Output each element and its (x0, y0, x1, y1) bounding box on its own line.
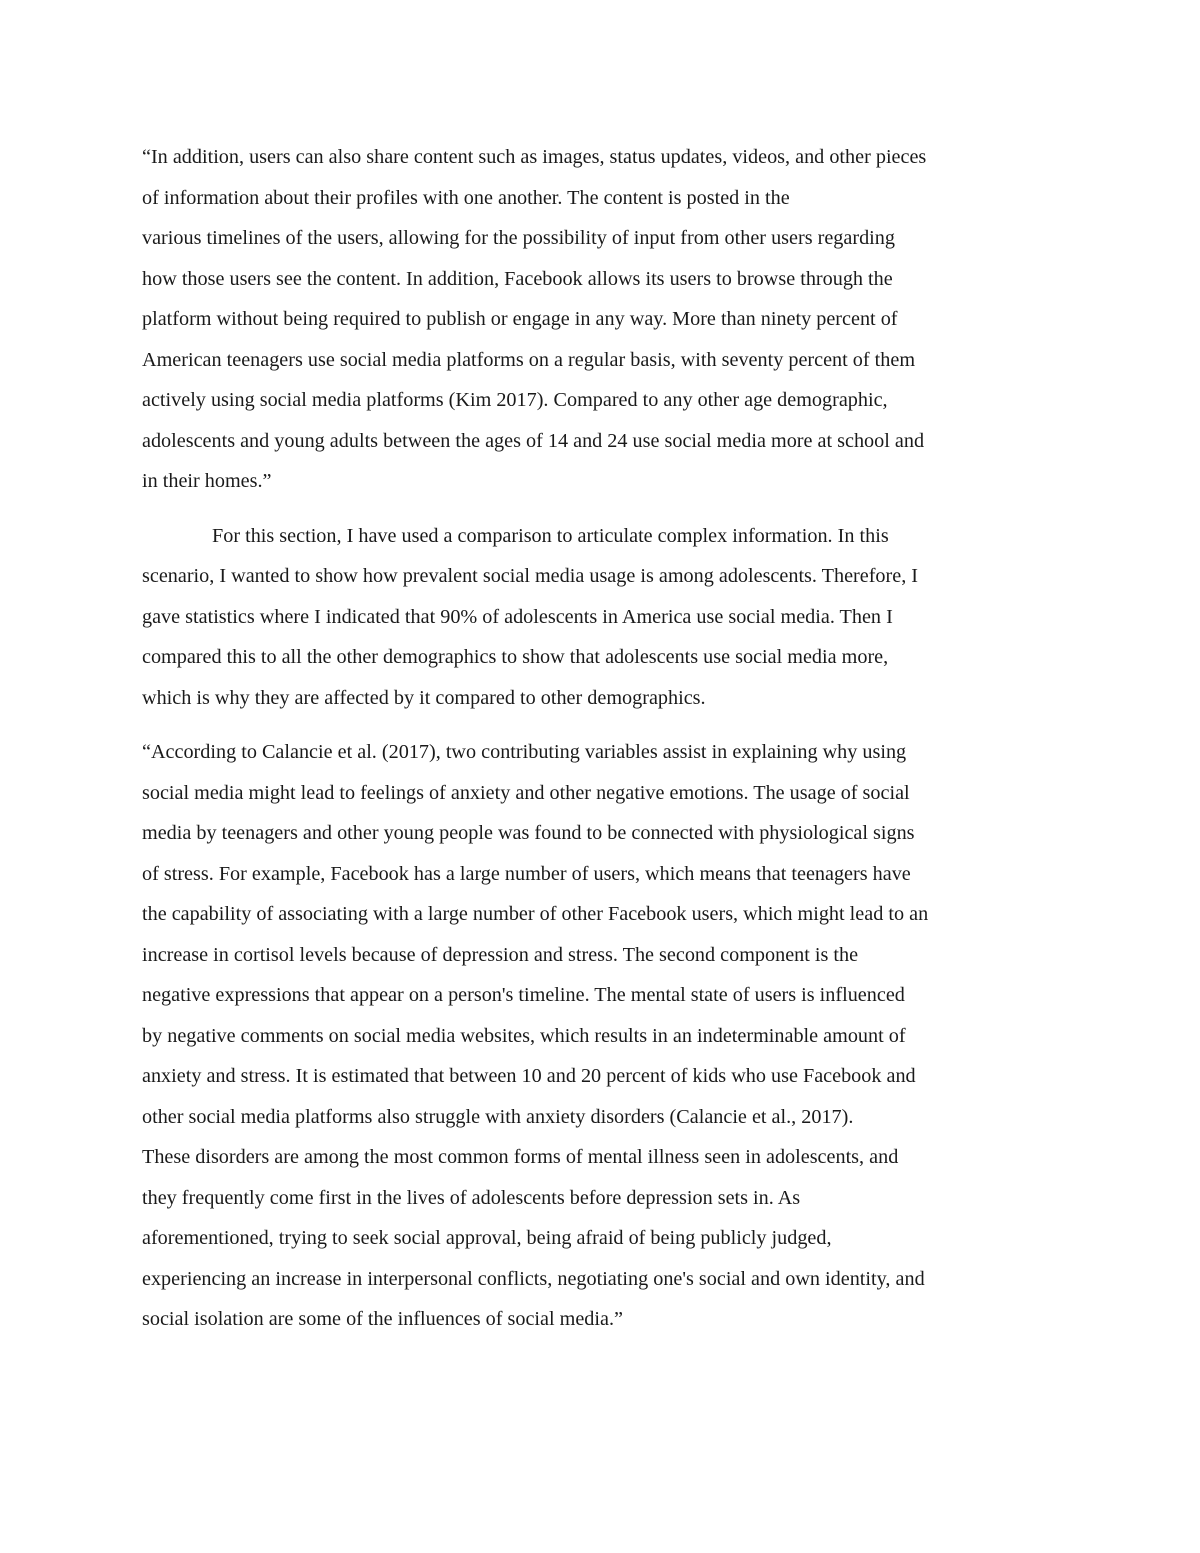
text-line: social isolation are some of the influences of social media.” (142, 1308, 623, 1330)
commentary-paragraph (142, 516, 1072, 719)
text-line: actively using social media platforms (Kim 2017). Compared to any other age demographic, (142, 389, 888, 411)
text-line: platform without being required to publish or engage in any way. More than ninety percent of (142, 308, 898, 330)
text-line: compared this to all the other demographics to show that adolescents use social media more, (142, 646, 889, 668)
text-line: by negative comments on social media websites, which results in an indeterminable amount of (142, 1024, 906, 1047)
quote-paragraph-2 (142, 732, 1072, 1340)
text-line: aforementioned, trying to seek social approval, being afraid of being publicly judged, (142, 1227, 832, 1249)
text-line: the capability of associating with a large number of other Facebook users, which might lead to an (142, 903, 929, 925)
text-line: how those users see the content. In addition, Facebook allows its users to browse through the (142, 267, 893, 290)
document-body (142, 137, 1072, 1340)
text-line: anxiety and stress. It is estimated that between 10 and 20 percent of kids who use Facebook and (142, 1065, 916, 1087)
text-line: social media might lead to feelings of anxiety and other negative emotions. The usage of social (142, 781, 910, 804)
text-line: other social media platforms also struggle with anxiety disorders (Calancie et al., 2017). (142, 1105, 854, 1128)
text-line: gave statistics where I indicated that 90% of adolescents in America use social media. Then I (142, 605, 893, 628)
quote-paragraph-1 (142, 137, 1072, 502)
text-line: media by teenagers and other young people was found to be connected with physiological signs (142, 822, 915, 844)
text-line: of information about their profiles with one another. The content is posted in the (142, 186, 790, 209)
text-line: adolescents and young adults between the ages of 14 and 24 use social media more at school and (142, 429, 925, 452)
text-line: of stress. For example, Facebook has a large number of users, which means that teenagers have (142, 862, 911, 885)
text-line: “According to Calancie et al. (2017), two contributing variables assist in explaining why using (142, 741, 907, 763)
text-line: increase in cortisol levels because of depression and stress. The second component is the (142, 943, 859, 966)
text-line: they frequently come first in the lives of adolescents before depression sets in. As (142, 1186, 801, 1209)
text-line: various timelines of the users, allowing for the possibility of input from other users regarding (142, 227, 895, 249)
text-line: American teenagers use social media platforms on a regular basis, with seventy percent of them (142, 348, 916, 371)
text-line: “In addition, users can also share content such as images, status updates, videos, and other pieces (142, 146, 927, 168)
text-line: in their homes.” (142, 470, 272, 492)
text-line: which is why they are affected by it compared to other demographics. (142, 686, 706, 709)
text-line: These disorders are among the most common forms of mental illness seen in adolescents, and (142, 1146, 899, 1168)
text-line: For this section, I have used a comparison to articulate complex information. In this (212, 524, 889, 547)
text-line: negative expressions that appear on a person's timeline. The mental state of users is influenced (142, 984, 905, 1006)
text-line: scenario, I wanted to show how prevalent social media usage is among adolescents. Therefore, I (142, 565, 919, 587)
text-line: experiencing an increase in interpersonal conflicts, negotiating one's social and own identity, and (142, 1267, 925, 1290)
